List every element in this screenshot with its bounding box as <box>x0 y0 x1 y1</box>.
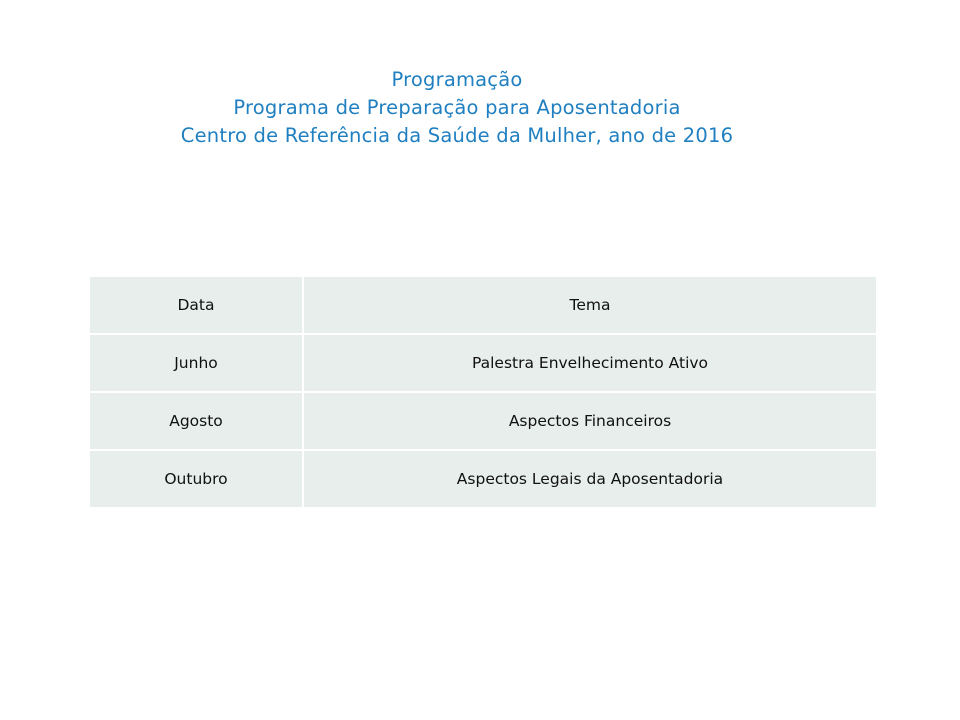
header-cell-data: Data <box>90 277 303 334</box>
cell-data: Outubro <box>90 450 303 507</box>
title-line-2: Programa de Preparação para Aposentadoria <box>233 96 681 119</box>
cell-data: Agosto <box>90 392 303 450</box>
table-row <box>90 392 876 450</box>
table-row <box>90 450 876 507</box>
title-block <box>0 66 914 150</box>
header-cell-tema: Tema <box>303 277 876 334</box>
cell-tema: Aspectos Legais da Aposentadoria <box>303 450 876 507</box>
cell-tema: Palestra Envelhecimento Ativo <box>303 334 876 392</box>
cell-data: Junho <box>90 334 303 392</box>
title-line-1: Programação <box>391 68 523 91</box>
cell-tema: Aspectos Financeiros <box>303 392 876 450</box>
title-line-3: Centro de Referência da Saúde da Mulher, ano de 2016 <box>180 124 734 147</box>
table-row <box>90 334 876 392</box>
table-header-row <box>90 277 876 334</box>
schedule-table <box>90 277 876 507</box>
